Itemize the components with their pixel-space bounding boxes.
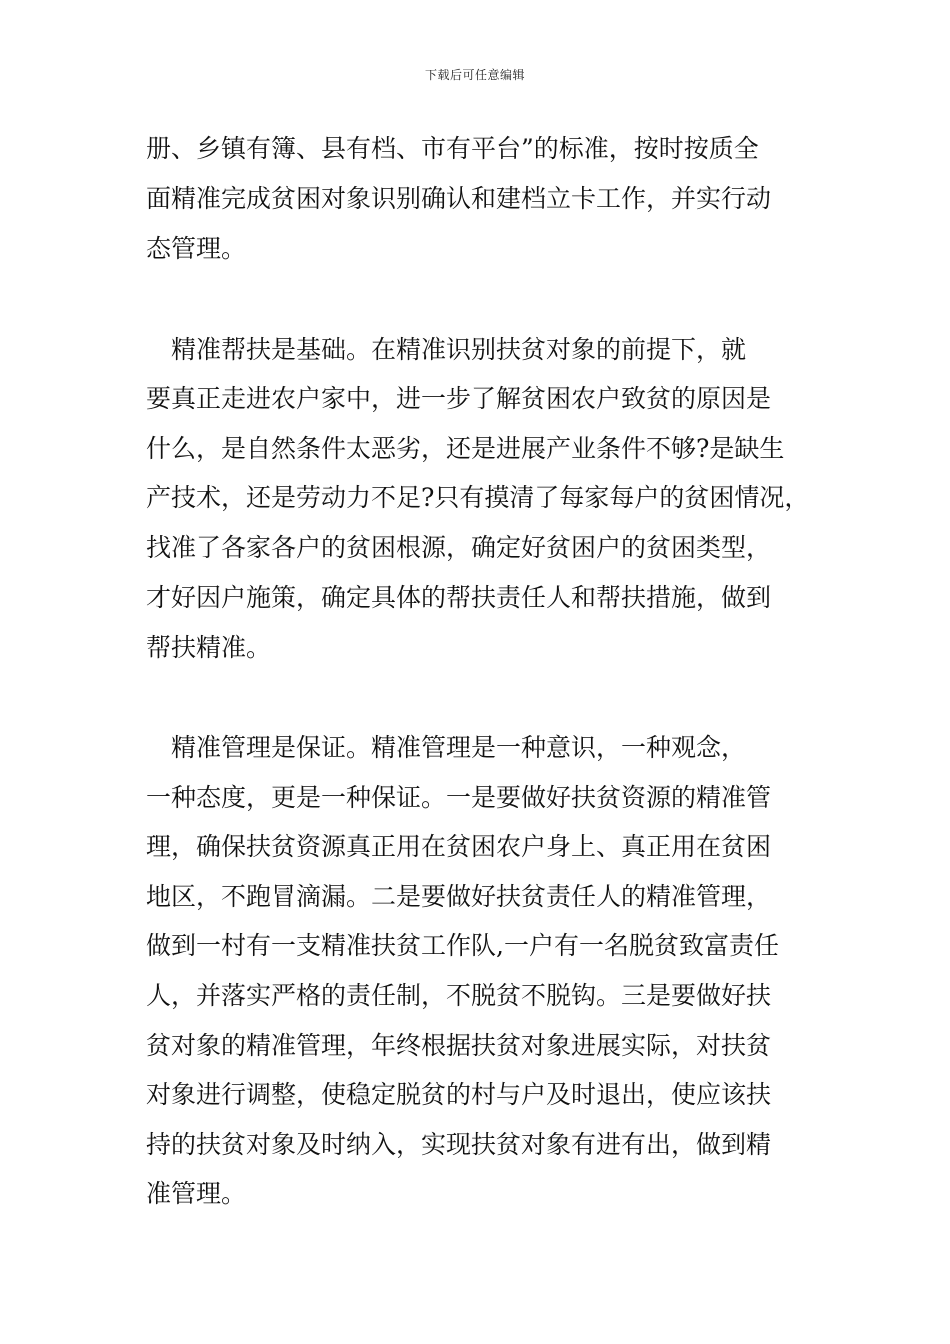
text-line: 找准了各家各户的贫困根源，确定好贫困户的贫困类型， bbox=[146, 533, 772, 562]
text-line: 持的扶贫对象及时纳入，实现扶贫对象有进有出，做到精 bbox=[146, 1130, 772, 1159]
text-line: 产技术，还是劳动力不足?只有摸清了每家每户的贫困情况， bbox=[146, 483, 810, 512]
text-line: 准管理。 bbox=[146, 1179, 247, 1208]
text-line: 要真正走进农户家中，进一步了解贫困农户致贫的原因是 bbox=[146, 384, 772, 413]
text-line: 帮扶精准。 bbox=[146, 633, 272, 662]
text-line: 精准管理是保证。精准管理是一种意识，一种观念， bbox=[146, 733, 747, 762]
page-header: 下载后可任意编辑 bbox=[424, 68, 525, 82]
text-line: 人，并落实严格的责任制，不脱贫不脱钩。三是要做好扶 bbox=[146, 981, 772, 1010]
text-line: 对象进行调整，使稳定脱贫的村与户及时退出，使应该扶 bbox=[146, 1080, 772, 1109]
text-line: 册、乡镇有簿、县有档、市有平台”的标准，按时按质全 bbox=[146, 134, 759, 163]
text-line: 才好因户施策，确定具体的帮扶责任人和帮扶措施，做到 bbox=[146, 583, 772, 612]
text-line: 理，确保扶贫资源真正用在贫困农户身上、真正用在贫困 bbox=[146, 832, 772, 861]
text-line: 做到一村有一支精准扶贫工作队,一户有一名脱贫致富责任 bbox=[146, 931, 779, 960]
text-line: 什么，是自然条件太恶劣，还是进展产业条件不够?是缺生 bbox=[146, 434, 785, 463]
text-line: 贫对象的精准管理，年终根据扶贫对象进展实际，对扶贫 bbox=[146, 1031, 772, 1060]
text-line: 地区，不跑冒滴漏。二是要做好扶贫责任人的精准管理， bbox=[146, 882, 772, 911]
text-line: 态管理。 bbox=[146, 234, 247, 263]
text-line: 精准帮扶是基础。在精准识别扶贫对象的前提下，就 bbox=[146, 335, 747, 364]
text-line: 一种态度，更是一种保证。一是要做好扶贫资源的精准管 bbox=[146, 783, 772, 812]
text-line: 面精准完成贫困对象识别确认和建档立卡工作，并实行动 bbox=[146, 184, 772, 213]
